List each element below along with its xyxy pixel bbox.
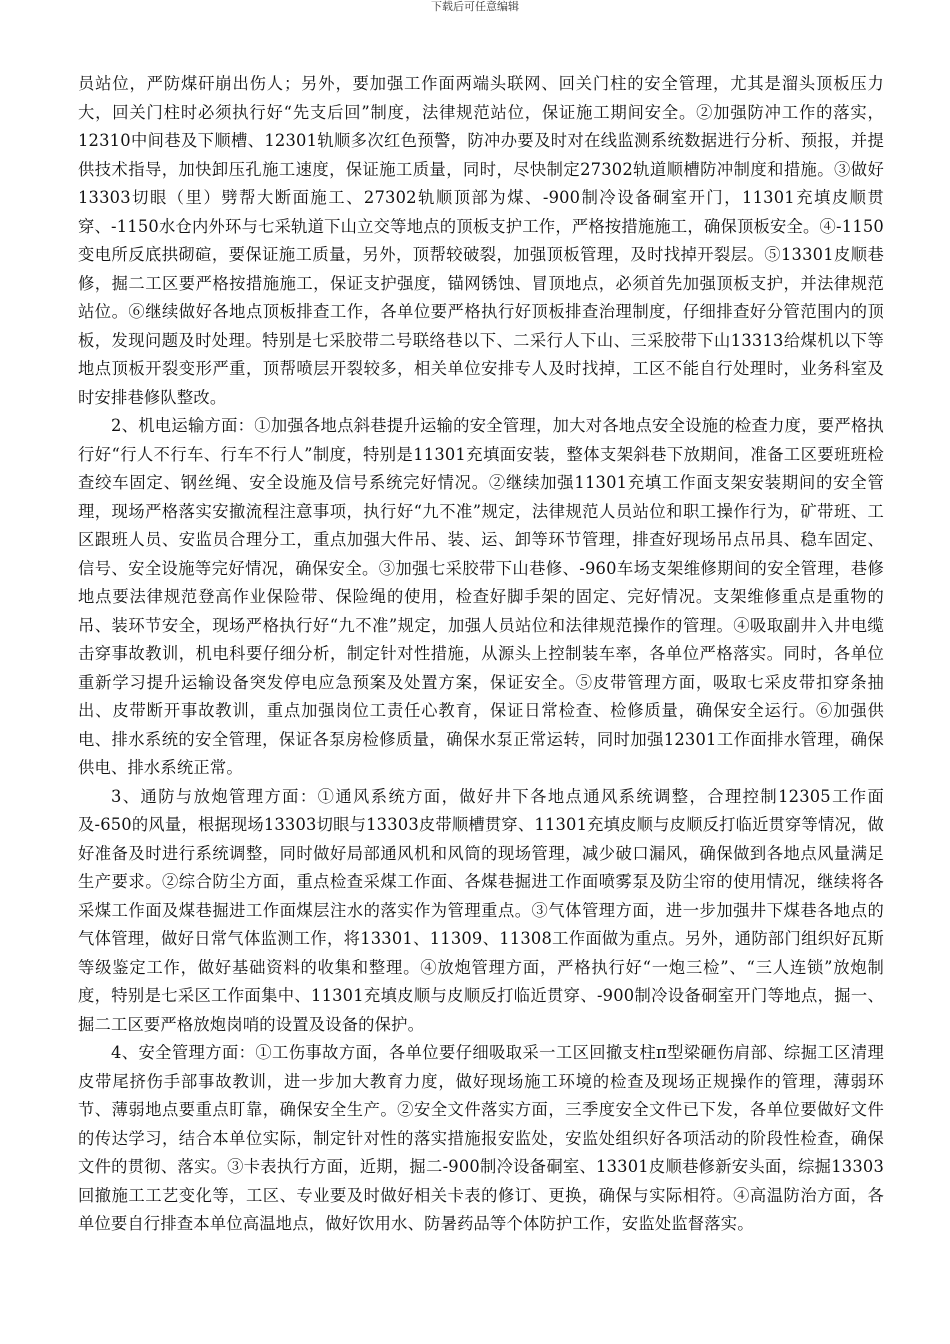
paragraph-2: 2、机电运输方面：①加强各地点斜巷提升运输的安全管理，加大对各地点安全设施的检查力度，要严格执行好“行人不行车、行车不行人”制度，特别是11301充填面安装，整体支架斜巷下放期间，准备工区要班班检查绞车固定、钢丝绳、安全设施及信号系统完好情况。②继续加强11301充填工作面支架安装期间的安全管理，现场严格落实安撤流程注意事项，执行好“九不准”规定，法律规范人员站位和职工操作行为，矿带班、工区跟班人员、安监员合理分工，重点加强大件吊、装、运、卸等环节管理，排查好现场吊点吊具、稳车固定、信号、安全设施等完好情况，确保安全。③加强七采胶带下山巷修、-960车场支架维修期间的安全管理，巷修地点要法律规范登高作业保险带、保险绳的使用，检查好脚手架的固定、完好情况。支架维修重点是重物的吊、装环节安全，现场严格执行好“九不准”规定，加强人员站位和法律规范操作的管理。④吸取副井入井电缆击穿事故教训，机电科要仔细分析，制定针对性措施，从源头上控制装车率，各单位严格落实。同时，各单位重新学习提升运输设备突发停电应急预案及处置方案，保证安全。⑤皮带管理方面，吸取七采皮带扣穿条抽出、皮带断开事故教训，重点加强岗位工责任心教育，保证日常检查、检修质量，确保安全运行。⑥加强供电、排水系统的安全管理，保证各泵房检修质量，确保水泵正常运转，同时加强12301工作面排水管理，确保供电、排水系统正常。: [78, 416, 884, 777]
paragraph-1: 员站位，严防煤矸崩出伤人；另外，要加强工作面两端头联网、回关门柱的安全管理，尤其是溜头顶板压力大，回关门柱时必须执行好“先支后回”制度，法律规范站位，保证施工期间安全。②加强防冲工作的落实，12310中间巷及下顺槽、12301轨顺多次红色预警，防冲办要及时对在线监测系统数据进行分析、预报，并提供技术指导，加快卸压孔施工速度，保证施工质量，同时，尽快制定27302轨道顺槽防冲制度和措施。③做好13303切眼（里）劈帮大断面施工、27302轨顺顶部为煤、-900制冷设备硐室开门，11301充填皮顺贯穿、-1150水仓内外环与七采轨道下山立交等地点的顶板支护工作，严格按措施施工，确保顶板安全。④-1150变电所反底拱砌碹，要保证施工质量，另外，顶帮较破裂，加强顶板管理，及时找掉开裂层。⑤13301皮顺巷修，掘二工区要严格按措施施工，保证支护强度，锚网锈蚀、冒顶地点，必须首先加强顶板支护，并法律规范站位。⑥继续做好各地点顶板排查工作，各单位要严格执行好顶板排查治理制度，仔细排查好分管范围内的顶板，发现问题及时处理。特别是七采胶带二号联络巷以下、二采行人下山、三采胶带下山13313给煤机以下等地点顶板开裂变形严重，顶帮喷层开裂较多，相关单位安排专人及时找掉，工区不能自行处理时，业务科室及时安排巷修队整改。: [78, 74, 884, 407]
page-header: 下载后可任意编辑: [431, 0, 519, 13]
paragraph-4: 4、安全管理方面：①工伤事故方面，各单位要仔细吸取采一工区回撤支柱π型梁砸伤肩部、综掘工区清理皮带尾挤伤手部事故教训，进一步加大教育力度，做好现场施工环境的检查及现场正规操作的管理，薄弱环节、薄弱地点要重点盯靠，确保安全生产。②安全文件落实方面，三季度安全文件已下发，各单位要做好文件的传达学习，结合本单位实际，制定针对性的落实措施报安监处，安监处组织好各项活动的阶段性检查，确保文件的贯彻、落实。③卡表执行方面，近期，掘二-900制冷设备硐室、13301皮顺巷修新安头面，综掘13303回撤施工工艺变化等，工区、专业要及时做好相关卡表的修订、更换，确保与实际相符。④高温防治方面，各单位要自行排查本单位高温地点，做好饮用水、防暑药品等个体防护工作，安监处监督落实。: [78, 1043, 884, 1233]
paragraph-3: 3、通防与放炮管理方面：①通风系统方面，做好井下各地点通风系统调整，合理控制12305工作面及-650的风量，根据现场13303切眼与13303皮带顺槽贯穿、11301充填皮顺与皮顺反打临近贯穿等情况，做好准备及时进行系统调整，同时做好局部通风机和风筒的现场管理，减少破口漏风，确保做到各地点风量满足生产要求。②综合防尘方面，重点检查采煤工作面、各煤巷掘进工作面喷雾泵及防尘帘的使用情况，继续将各采煤工作面及煤巷掘进工作面煤层注水的落实作为管理重点。③气体管理方面，进一步加强井下煤巷各地点的气体管理，做好日常气体监测工作，将13301、11309、11308工作面做为重点。另外，通防部门组织好瓦斯等级鉴定工作，做好基础资料的收集和整理。④放炮管理方面，严格执行好“一炮三检”、“三人连锁”放炮制度，特别是七采区工作面集中、11301充填皮顺与皮顺反打临近贯穿、-900制冷设备硐室开门等地点，掘一、掘二工区要严格放炮岗哨的设置及设备的保护。: [78, 786, 884, 1034]
document-body: [78, 70, 884, 1239]
